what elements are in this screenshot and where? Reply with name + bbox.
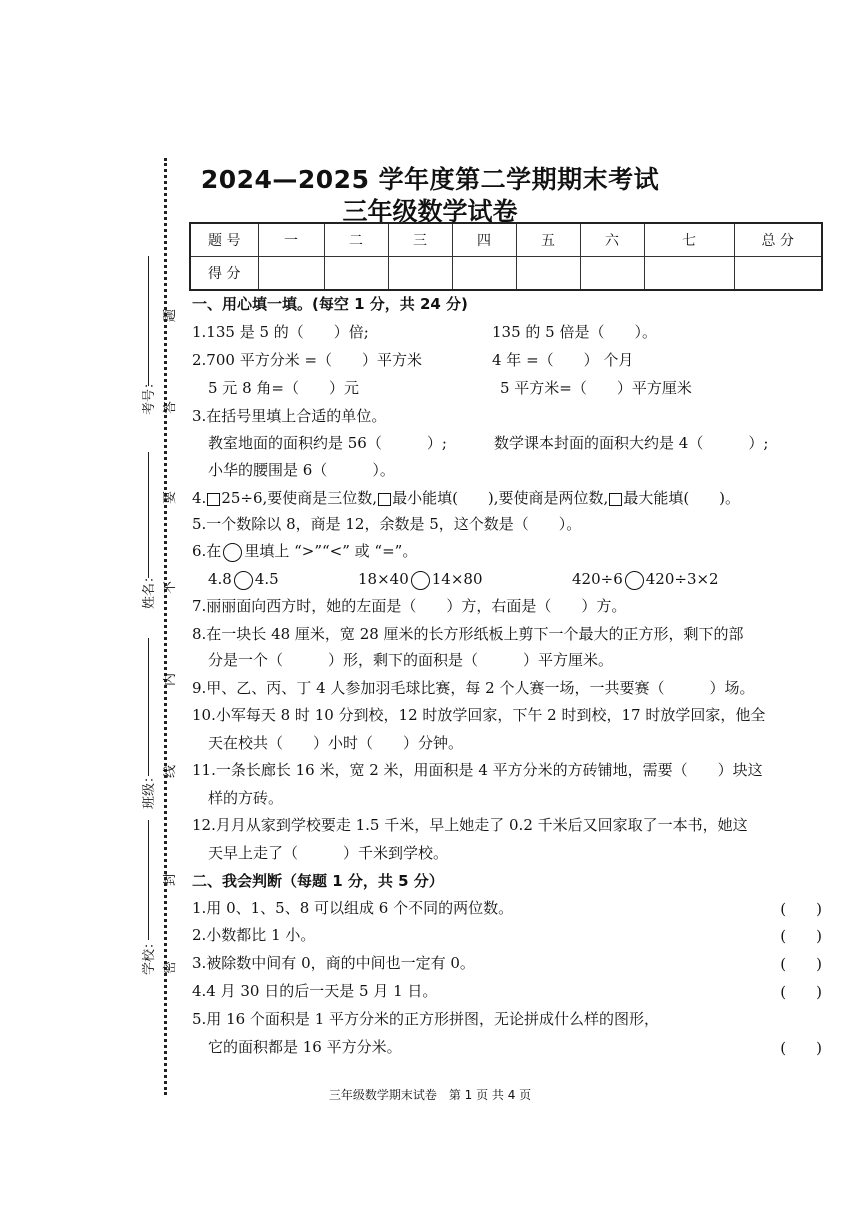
score-header-cell: 题 号 (190, 223, 258, 257)
compare-circle-icon[interactable] (411, 571, 430, 590)
binding-warning-char: 密 (163, 960, 179, 975)
judge-item: 3.被除数中间有 0，商的中间也一定有 0。 (192, 954, 475, 972)
q11a: 11.一条长廊长 16 米，宽 2 米，用面积是 4 平方分米的方砖铺地，需要（ ）块这 (192, 761, 763, 779)
binding-warning-char: 要 (163, 490, 179, 505)
q10a: 10.小军每天 8 时 10 分到校，12 时放学回家，下午 2 时到校，17 时放学回家，他全 (192, 706, 766, 724)
score-input-cell[interactable] (388, 257, 452, 291)
xingming-label: 姓名： (142, 569, 158, 610)
q6-prefix: 6.在 (192, 542, 222, 560)
xuexiao-blank-line[interactable] (148, 820, 149, 940)
xuexiao-label: 学校： (142, 935, 158, 976)
q6b-left: 18×40 (358, 570, 409, 588)
q2b: 4 年 =（ ） 个月 (492, 351, 634, 369)
q7: 7.丽丽面向西方时，她的左面是（ ）方，右面是（ ）方。 (192, 597, 627, 615)
q6-instruction: 里填上 “>”“<” 或 “=”。 (244, 542, 418, 560)
section1-title: 一、用心填一填。(每空 1 分，共 24 分) (192, 295, 468, 313)
compare-circle-icon[interactable] (234, 571, 253, 590)
square-box-icon (609, 493, 622, 506)
score-table-header-row (190, 223, 822, 257)
q4-middle2: 最小能填( ),要使商是两位数, (392, 489, 609, 507)
score-input-cell[interactable] (324, 257, 388, 291)
q6a-left: 4.8 (208, 570, 232, 588)
score-header-cell: 七 (644, 223, 734, 257)
q5: 5.一个数除以 8，商是 12，余数是 5，这个数是（ ）。 (192, 515, 582, 533)
square-box-icon (207, 493, 220, 506)
binding-dotted-line (164, 158, 167, 1095)
binding-warning-char: 不 (163, 580, 179, 595)
score-header-cell: 六 (580, 223, 644, 257)
q4-prefix: 4. (192, 489, 207, 507)
q2a: 2.700 平方分米 =（ ）平方米 (192, 351, 423, 369)
score-header-cell: 一 (258, 223, 324, 257)
judge-item-cont: 它的面积都是 16 平方分米。 (208, 1038, 402, 1056)
q8a: 8.在一块长 48 厘米，宽 28 厘米的长方形纸板上剪下一个最大的正方形，剩下的部 (192, 625, 744, 643)
judge-item: 2.小数都比 1 小。 (192, 926, 316, 944)
q10b: 天在校共（ ）小时（ ）分钟。 (208, 734, 464, 752)
square-box-icon (378, 493, 391, 506)
q6a (208, 569, 279, 590)
judge-answer-paren[interactable]: ( ) (780, 1039, 822, 1057)
xingming-blank-line[interactable] (148, 452, 149, 578)
score-input-cell[interactable] (516, 257, 580, 291)
judge-answer-paren[interactable]: ( ) (780, 955, 822, 973)
score-header-cell: 四 (452, 223, 516, 257)
binding-warning-char: 题 (163, 308, 179, 323)
banji-blank-line[interactable] (148, 638, 149, 776)
q9: 9.甲、乙、丙、丁 4 人参加羽毛球比赛，每 2 个人赛一场，一共要赛（ ）场。 (192, 679, 755, 697)
score-row-label: 得 分 (190, 257, 258, 291)
q6b-right: 14×80 (431, 570, 483, 588)
q1b: 135 的 5 倍是（ ）。 (492, 323, 657, 341)
binding-warning-char: 封 (163, 872, 179, 887)
compare-circle-icon[interactable] (625, 571, 644, 590)
score-header-cell: 三 (388, 223, 452, 257)
q12a: 12.月月从家到学校要走 1.5 千米，早上她走了 0.2 千米后又回家取了一本书，她这 (192, 816, 748, 834)
judge-item: 5.用 16 个面积是 1 平方分米的正方形拼图，无论拼成什么样的图形， (192, 1010, 660, 1028)
q6c-right: 420÷3×2 (645, 570, 719, 588)
binding-warning-char: 线 (163, 764, 179, 779)
judge-answer-paren[interactable]: ( ) (780, 983, 822, 1001)
score-table (189, 222, 823, 291)
judge-item: 1.用 0、1、5、8 可以组成 6 个不同的两位数。 (192, 899, 514, 917)
score-input-cell[interactable] (452, 257, 516, 291)
binding-warning-char: 答 (163, 400, 179, 415)
score-header-cell: 五 (516, 223, 580, 257)
score-table-score-row (190, 257, 822, 291)
score-input-cell[interactable] (644, 257, 734, 291)
q4-end: 最大能填( )。 (623, 489, 741, 507)
q11b: 样的方砖。 (208, 789, 284, 807)
q6a-right: 4.5 (254, 570, 279, 588)
page-footer: 三年级数学期末试卷 第 1 页 共 4 页 (328, 1088, 532, 1102)
q6 (192, 541, 417, 562)
q4-middle: 25÷6,要使商是三位数, (221, 489, 378, 507)
judge-answer-paren[interactable]: ( ) (780, 900, 822, 918)
q3c: 小华的腰围是 6（ ）。 (208, 461, 395, 479)
score-input-cell[interactable] (258, 257, 324, 291)
q6b (358, 569, 483, 590)
q6c-left: 420÷6 (572, 570, 623, 588)
judge-item: 4.4 月 30 日的后一天是 5 月 1 日。 (192, 982, 438, 1000)
exam-title: 2024—2025 学年度第二学期期末考试 (200, 165, 660, 194)
banji-label: 班级： (142, 769, 158, 810)
score-header-cell: 总 分 (734, 223, 822, 257)
q6c (572, 569, 719, 590)
q2c: 5 元 8 角=（ ）元 (208, 379, 359, 397)
kaohao-blank-line[interactable] (148, 256, 149, 386)
score-input-cell[interactable] (734, 257, 822, 291)
judge-answer-paren[interactable]: ( ) (780, 927, 822, 945)
exam-subtitle: 三年级数学试卷 (342, 197, 518, 226)
q8b: 分是一个（ ）形，剩下的面积是（ ）平方厘米。 (208, 651, 614, 669)
q4 (192, 488, 740, 508)
q12b: 天早上走了（ ）千米到学校。 (208, 844, 449, 862)
q2d: 5 平方米=（ ）平方厘米 (500, 379, 692, 397)
q3: 3.在括号里填上合适的单位。 (192, 407, 387, 425)
score-header-cell: 二 (324, 223, 388, 257)
q3a: 教室地面的面积约是 56（ ）; (208, 434, 447, 452)
q1a: 1.135 是 5 的（ ）倍; (192, 323, 369, 341)
kaohao-label: 考号： (142, 375, 158, 416)
binding-warning-char: 内 (163, 672, 179, 687)
score-input-cell[interactable] (580, 257, 644, 291)
circle-icon (223, 543, 242, 562)
section2-title: 二、我会判断（每题 1 分，共 5 分） (192, 872, 444, 890)
q3b: 数学课本封面的面积大约是 4（ ）; (494, 434, 769, 452)
